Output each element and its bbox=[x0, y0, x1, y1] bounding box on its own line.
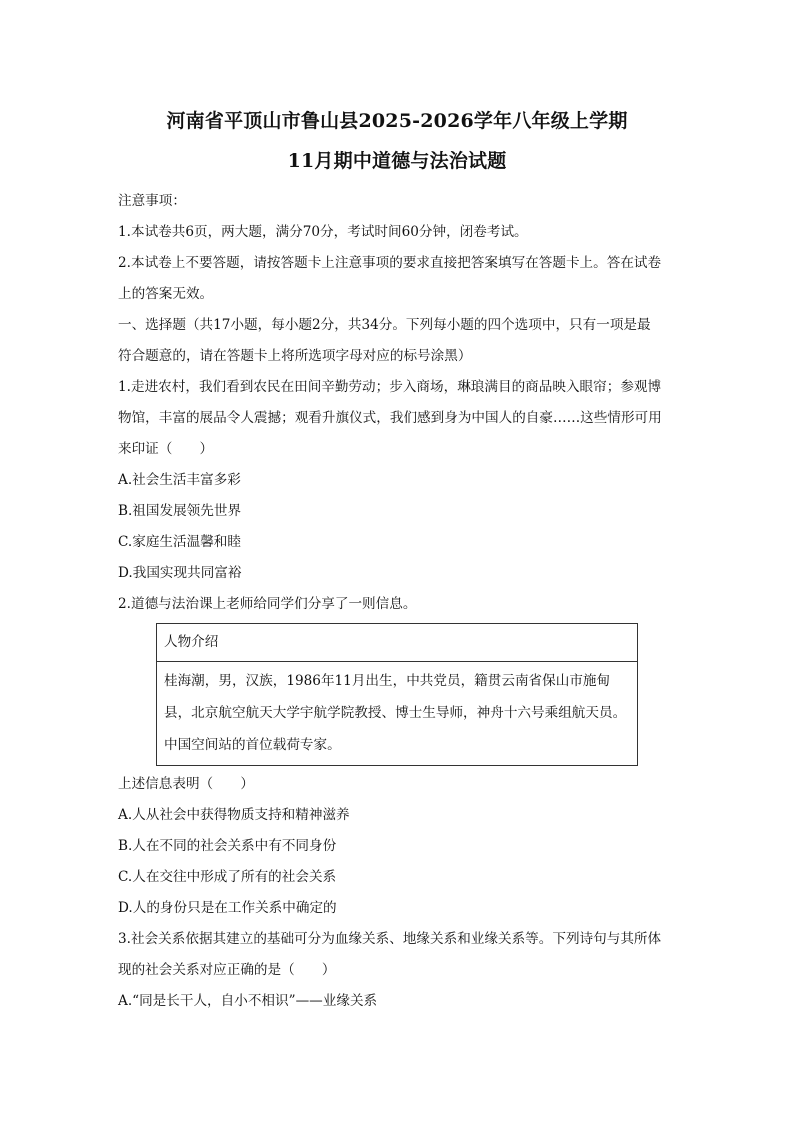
question-1-stem-line3: 来印证（ ） bbox=[118, 441, 214, 457]
question-2-option-c: C.人在交往中形成了所有的社会关系 bbox=[118, 869, 337, 885]
question-2-followup: 上述信息表明（ ） bbox=[118, 776, 254, 792]
person-intro-line2: 县，北京航空航天大学宇航学院教授、博士生导师，神舟十六号乘组航天员。 bbox=[164, 705, 627, 721]
exam-title-line2: 11月期中道德与法治试题 bbox=[287, 150, 507, 172]
section-1-heading-line2: 符合题意的，请在答题卡上将所选项字母对应的标号涂黑） bbox=[118, 348, 472, 364]
person-intro-title: 人物介绍 bbox=[157, 624, 637, 662]
person-intro-line1: 桂海潮，男，汉族，1986年11月出生，中共党员，籍贯云南省保山市施甸 bbox=[164, 673, 611, 689]
notice-item-1: 1.本试卷共6页，两大题，满分70分，考试时间60分钟，闭卷考试。 bbox=[118, 224, 528, 240]
question-1-stem-line2: 物馆，丰富的展品令人震撼；观看升旗仪式，我们感到身为中国人的自豪……这些情形可用 bbox=[118, 410, 662, 426]
question-1-option-b: B.祖国发展领先世界 bbox=[118, 503, 242, 519]
question-2-stem: 2.道德与法治课上老师给同学们分享了一则信息。 bbox=[118, 596, 417, 612]
exam-title-line1: 河南省平顶山市鲁山县2025-2026学年八年级上学期 bbox=[166, 110, 628, 132]
person-intro-box bbox=[156, 623, 638, 766]
person-intro-body bbox=[157, 662, 637, 765]
question-1-option-c: C.家庭生活温馨和睦 bbox=[118, 534, 241, 550]
question-2-option-b: B.人在不同的社会关系中有不同身份 bbox=[118, 838, 337, 854]
question-1-option-d: D.我国实现共同富裕 bbox=[118, 565, 242, 581]
question-3-option-a: A.“同是长干人，自小不相识”——业缘关系 bbox=[118, 993, 378, 1009]
section-1-heading-line1: 一、选择题（共17小题，每小题2分，共34分。下列每小题的四个选项中，只有一项是最 bbox=[118, 317, 651, 333]
notice-heading: 注意事项： bbox=[118, 193, 186, 209]
question-2-option-a: A.人从社会中获得物质支持和精神滋养 bbox=[118, 807, 350, 823]
notice-item-2-line2: 上的答案无效。 bbox=[118, 286, 214, 302]
exam-content bbox=[118, 186, 678, 1017]
question-1-stem-line1: 1.走进农村，我们看到农民在田间辛勤劳动；步入商场，琳琅满目的商品映入眼帘；参观博 bbox=[118, 379, 662, 395]
notice-item-2-line1: 2.本试卷上不要答题，请按答题卡上注意事项的要求直接把答案填写在答题卡上。答在试卷 bbox=[118, 255, 662, 271]
person-intro-line3: 中国空间站的首位载荷专家。 bbox=[164, 737, 341, 753]
question-3-stem-line1: 3.社会关系依据其建立的基础可分为血缘关系、地缘关系和业缘关系等。下列诗句与其所体 bbox=[118, 931, 662, 947]
question-3-stem-line2: 现的社会关系对应正确的是（ ） bbox=[118, 962, 336, 978]
question-1-option-a: A.社会生活丰富多彩 bbox=[118, 472, 241, 488]
question-2-option-d: D.人的身份只是在工作关系中确定的 bbox=[118, 900, 337, 916]
